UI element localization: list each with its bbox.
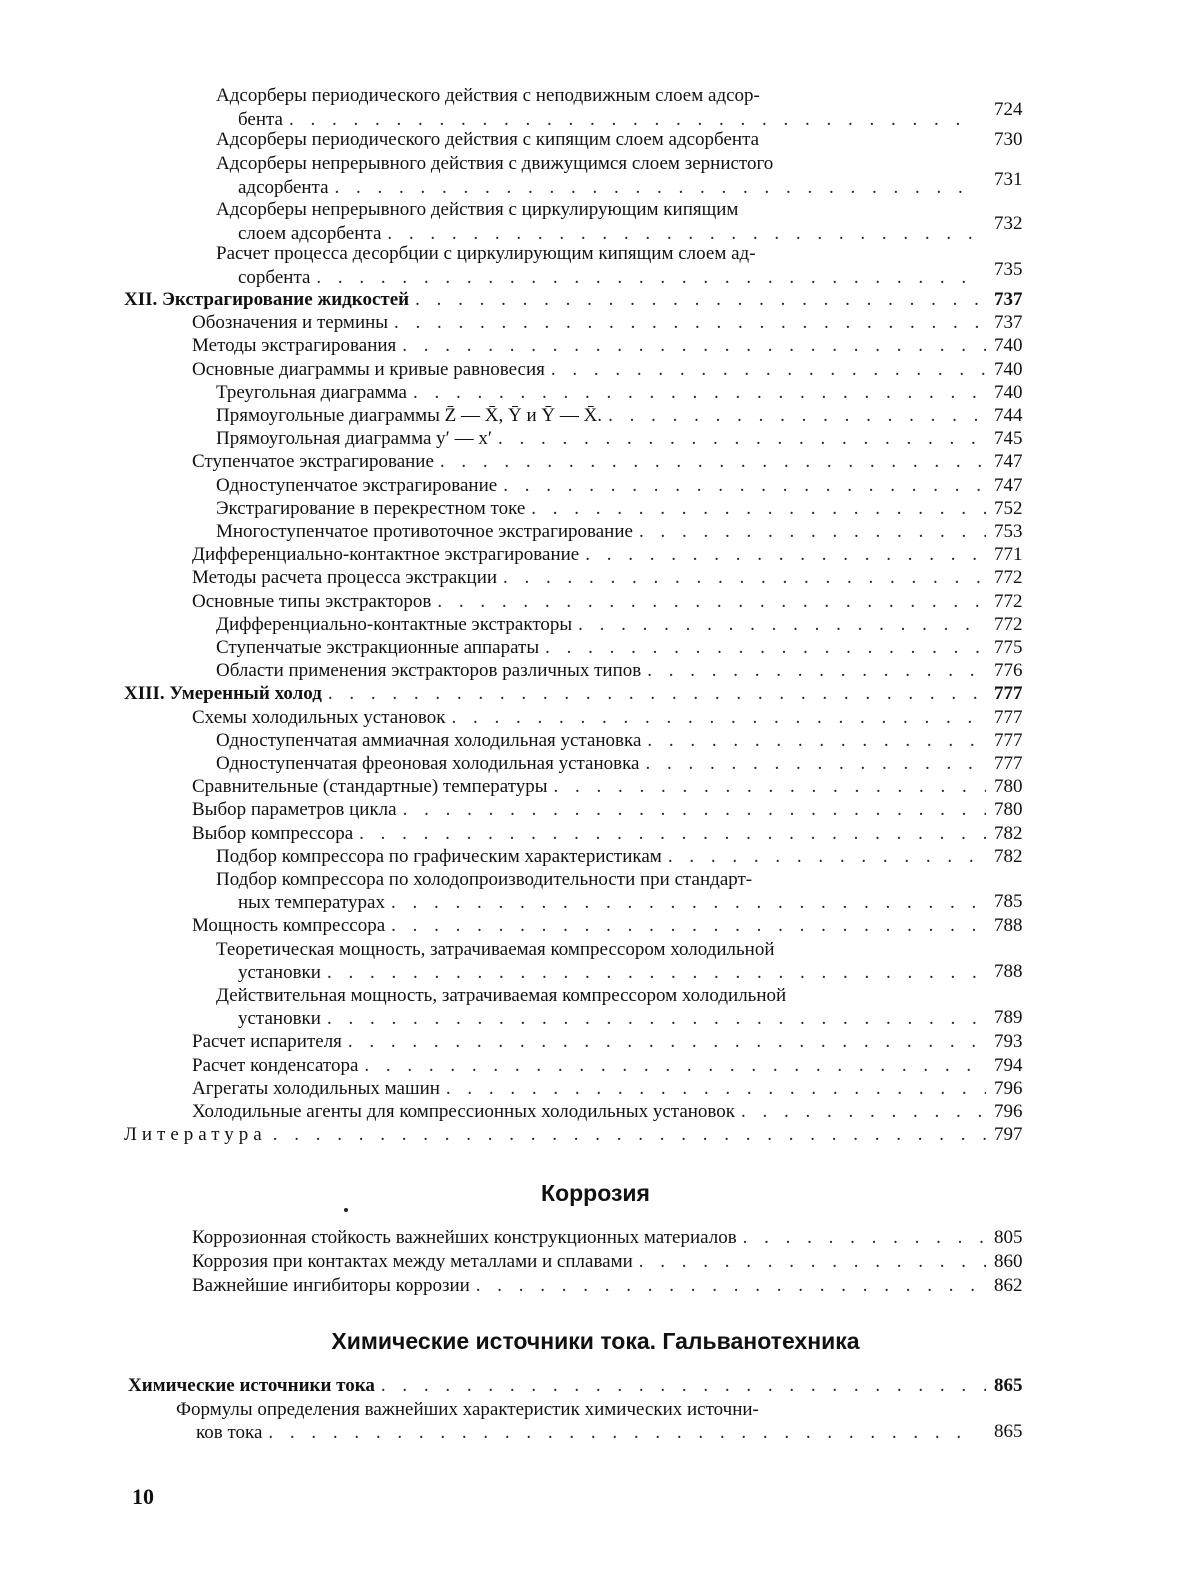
dot-leader xyxy=(548,775,986,799)
dot-leader xyxy=(321,1007,978,1031)
page-number: 776 xyxy=(994,660,1023,682)
page-number: 785 xyxy=(994,891,1023,912)
page-number: 747 xyxy=(994,451,1023,473)
dot-leader xyxy=(358,1054,986,1078)
dot-leader xyxy=(633,520,986,544)
page-number: 735 xyxy=(994,259,1023,280)
dot-leader xyxy=(525,497,986,521)
dot-leader xyxy=(262,1421,978,1445)
section-heading-corrosion: Коррозия xyxy=(541,1180,650,1206)
entry-title-line2: слоем адсорбента xyxy=(238,223,382,244)
dot-leader xyxy=(545,358,986,382)
page-number: 782 xyxy=(994,845,1023,867)
dot-leader xyxy=(267,1123,986,1147)
entry-title: Холодильные агенты для компрессионных холодильных установок xyxy=(192,1101,735,1122)
page-number: 744 xyxy=(994,405,1023,426)
page-number: 740 xyxy=(994,381,1023,403)
dot-leader xyxy=(633,1250,986,1274)
dot-leader xyxy=(321,961,978,985)
entry-title: Адсорберы периодического действия с кипящим слоем адсорбента xyxy=(216,129,760,150)
entry-title-line1: Адсорберы непрерывного действия с циркулирующим кипящим xyxy=(216,199,739,220)
dot-leader xyxy=(353,822,986,846)
entry-title-line1: Адсорберы непрерывного действия с движущимся слоем зернистого xyxy=(216,153,774,174)
dot-leader xyxy=(737,1226,986,1250)
entry-title-line1: Подбор компрессора по холодопроизводительности при стандарт- xyxy=(216,869,753,890)
page-number: 747 xyxy=(994,474,1023,496)
entry-title: Литература xyxy=(124,1124,267,1146)
entry-title: Мощность компрессора xyxy=(192,915,386,937)
entry-title-line2: адсорбента xyxy=(238,177,329,198)
entry-title: Экстрагирование в перекрестном токе xyxy=(216,497,526,519)
entry-title: Расчет конденсатора xyxy=(192,1054,359,1076)
page-number: 805 xyxy=(994,1227,1023,1248)
page-number: 796 xyxy=(994,1077,1023,1099)
dot-leader xyxy=(407,381,986,405)
dot-leader xyxy=(397,798,986,822)
page-number: 730 xyxy=(994,129,1023,150)
entry-title: Основные диаграммы и кривые равновесия xyxy=(192,358,545,380)
dot-leader xyxy=(375,1374,986,1398)
entry-title: Прямоугольные диаграммы Z̄ — X̄, Ȳ и Ȳ — X̄. xyxy=(216,405,603,426)
entry-title: Коррозионная стойкость важнейших конструкционных материалов xyxy=(192,1227,737,1248)
dot-leader xyxy=(388,311,986,335)
page-number: 772 xyxy=(994,567,1023,589)
dot-leader xyxy=(492,427,986,451)
entry-title: Расчет испарителя xyxy=(192,1031,342,1053)
page-number: 796 xyxy=(994,1101,1023,1122)
entry-title-line2: установки xyxy=(238,961,321,983)
entry-title: Выбор параметров цикла xyxy=(192,799,397,821)
entry-title: Обозначения и термины xyxy=(192,312,389,334)
entry-title-line2: ков тока xyxy=(196,1422,263,1443)
dot-leader xyxy=(497,474,986,498)
dot-leader xyxy=(641,659,986,683)
dot-leader xyxy=(497,566,986,590)
entry-title: Выбор компрессора xyxy=(192,822,354,844)
entry-title-line1: Адсорберы периодического действия с неподвижным слоем адсор- xyxy=(216,85,760,106)
page-number: 782 xyxy=(994,822,1023,844)
page-number: 777 xyxy=(994,753,1023,774)
section-heading-chemical-sources: Химические источники тока. Гальванотехника xyxy=(331,1328,860,1354)
entry-title: Треугольная диаграмма xyxy=(216,381,407,403)
page-number: 777 xyxy=(994,706,1023,728)
ornament-dot xyxy=(344,1208,348,1212)
dot-leader xyxy=(434,450,986,474)
page-number: 865 xyxy=(994,1421,1023,1442)
dot-leader xyxy=(641,729,986,753)
page-number: 788 xyxy=(994,915,1023,937)
dot-leader xyxy=(310,266,978,290)
dot-leader xyxy=(396,334,986,358)
dot-leader xyxy=(385,914,986,938)
entry-title: Основные типы экстракторов xyxy=(192,590,432,612)
dot-leader xyxy=(579,543,986,567)
entry-title: Дифференциально-контактные экстракторы xyxy=(216,613,573,635)
entry-title: Агрегаты холодильных машин xyxy=(192,1077,440,1099)
entry-title: Важнейшие ингибиторы коррозии xyxy=(192,1275,470,1296)
entry-title-line1: Расчет процесса десорбции с циркулирующим кипящим слоем ад- xyxy=(216,243,756,264)
page-number: 777 xyxy=(994,683,1023,705)
page-number: 752 xyxy=(994,497,1023,519)
dot-leader xyxy=(640,752,987,776)
entry-title: Схемы холодильных установок xyxy=(192,706,446,728)
entry-title-line1: Формулы определения важнейших характеристик химических источни- xyxy=(176,1399,759,1420)
entry-title: Одноступенчатая фреоновая холодильная установка xyxy=(216,753,640,774)
page-number: 788 xyxy=(994,960,1023,982)
entry-title: Одноступенчатая аммиачная холодильная установка xyxy=(216,729,642,751)
entry-title-line2: установки xyxy=(238,1008,321,1029)
entry-title-line1: Теоретическая мощность, затрачиваемая компрессором холодильной xyxy=(216,938,775,960)
entry-title: XII. Экстрагирование жидкостей xyxy=(124,289,410,310)
dot-leader xyxy=(445,706,986,730)
page-number: 745 xyxy=(994,428,1023,450)
dot-leader xyxy=(409,288,986,312)
entry-title: Ступенчатые экстракционные аппараты xyxy=(216,637,540,658)
entry-title: Многоступенчатое противоточное экстрагирование xyxy=(216,521,633,542)
dot-leader xyxy=(385,891,978,915)
page-number: 737 xyxy=(994,312,1023,334)
dot-leader xyxy=(662,845,986,869)
page-number: 797 xyxy=(994,1124,1023,1146)
page-number: 732 xyxy=(994,213,1023,234)
page-number: 777 xyxy=(994,729,1023,751)
entry-title: Дифференциально-контактное экстрагирование xyxy=(192,544,580,566)
page-number: 737 xyxy=(994,289,1023,310)
dot-leader xyxy=(329,176,978,200)
entry-title: Коррозия при контактах между металлами и сплавами xyxy=(192,1251,633,1272)
dot-leader xyxy=(322,682,986,706)
entry-title: XIII. Умеренный холод xyxy=(124,683,322,705)
entry-title-line2: сорбента xyxy=(238,267,311,288)
page-number: 780 xyxy=(994,776,1023,798)
page-number: 793 xyxy=(994,1031,1023,1053)
dot-leader xyxy=(735,1100,986,1124)
page-number: 724 xyxy=(994,99,1023,120)
page-number: 780 xyxy=(994,799,1023,821)
dot-leader xyxy=(470,1274,986,1298)
page-number: 794 xyxy=(994,1054,1023,1076)
page-number: 731 xyxy=(994,169,1023,190)
dot-leader xyxy=(342,1030,986,1054)
page-number: 753 xyxy=(994,521,1023,542)
entry-title-line2: ных температурах xyxy=(238,892,385,913)
page-number: 789 xyxy=(994,1007,1023,1028)
entry-title: Подбор компрессора по графическим характеристикам xyxy=(216,845,662,867)
entry-title-line2: бента xyxy=(238,109,283,130)
page-number: 860 xyxy=(994,1251,1023,1272)
entry-title-line1: Действительная мощность, затрачиваемая компрессором холодильной xyxy=(216,985,787,1006)
page-number: 740 xyxy=(994,335,1023,357)
dot-leader xyxy=(572,613,986,637)
entry-title: Сравнительные (стандартные) температуры xyxy=(192,776,548,798)
entry-title: Области применения экстракторов различных типов xyxy=(216,660,642,682)
dot-leader xyxy=(440,1077,986,1101)
page-number: 862 xyxy=(994,1275,1023,1296)
entry-title: Методы экстрагирования xyxy=(192,335,397,357)
page-number: 772 xyxy=(994,613,1023,635)
page-number: 775 xyxy=(994,637,1023,658)
entry-title: Методы расчета процесса экстракции xyxy=(192,567,498,589)
page-number-footer: 10 xyxy=(132,1484,154,1509)
entry-title: Химические источники тока xyxy=(128,1375,375,1396)
entry-title: Одноступенчатое экстрагирование xyxy=(216,474,498,496)
page-number: 771 xyxy=(994,544,1023,566)
entry-title: Ступенчатое экстрагирование xyxy=(192,451,434,473)
dot-leader xyxy=(602,404,986,428)
page-number: 865 xyxy=(994,1375,1023,1396)
dot-leader xyxy=(539,636,986,660)
entry-title: Прямоугольная диаграмма y′ — x′ xyxy=(216,428,492,450)
dot-leader xyxy=(431,590,986,614)
page-number: 772 xyxy=(994,590,1023,612)
page-number: 740 xyxy=(994,358,1023,380)
